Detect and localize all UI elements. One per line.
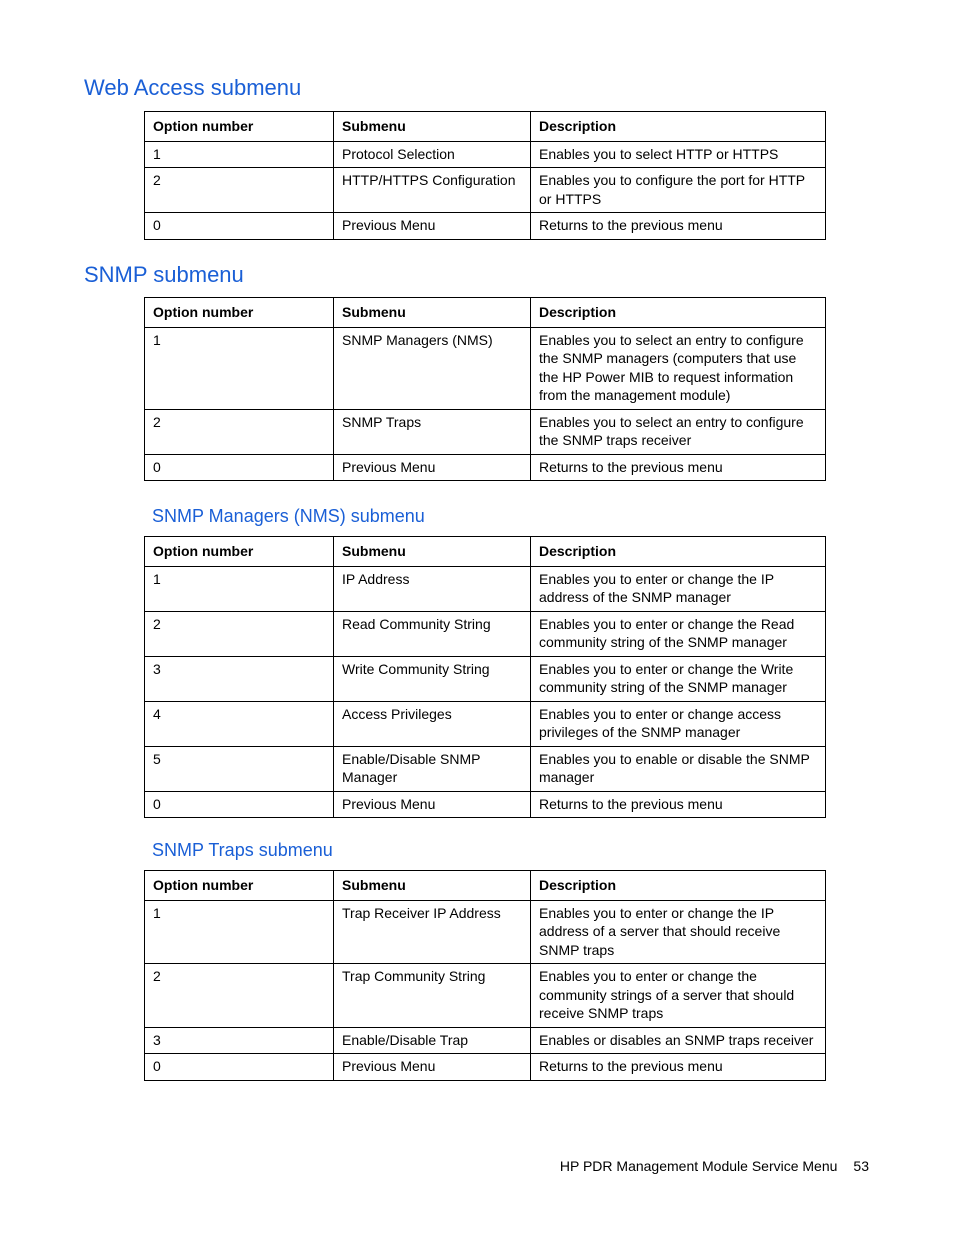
submenu-cell: Trap Receiver IP Address <box>334 900 531 964</box>
snmp-traps-table <box>144 870 826 1081</box>
table-row <box>145 168 826 213</box>
table-header-row <box>145 871 826 901</box>
option-number-cell: 0 <box>145 454 334 481</box>
description-cell: Returns to the previous menu <box>531 1054 826 1081</box>
description-cell: Enables or disables an SNMP traps receiver <box>531 1027 826 1054</box>
column-header: Submenu <box>334 112 531 142</box>
column-header: Option number <box>145 537 334 567</box>
column-header: Description <box>531 298 826 328</box>
description-cell: Enables you to enable or disable the SNMP manager <box>531 746 826 791</box>
submenu-cell: SNMP Managers (NMS) <box>334 327 531 409</box>
option-number-cell: 1 <box>145 141 334 168</box>
option-number-cell: 3 <box>145 656 334 701</box>
option-number-cell: 0 <box>145 1054 334 1081</box>
submenu-cell: SNMP Traps <box>334 409 531 454</box>
description-cell: Enables you to select an entry to configure the SNMP managers (computers that use the HP Power MIB to request information from the management module) <box>531 327 826 409</box>
option-number-cell: 2 <box>145 409 334 454</box>
table-row <box>145 964 826 1028</box>
page-number: 53 <box>853 1158 869 1174</box>
description-cell: Enables you to enter or change the Read community string of the SNMP manager <box>531 611 826 656</box>
column-header: Option number <box>145 871 334 901</box>
description-cell: Enables you to select an entry to configure the SNMP traps receiver <box>531 409 826 454</box>
option-number-cell: 2 <box>145 168 334 213</box>
table-row <box>145 746 826 791</box>
description-cell: Enables you to enter or change the IP address of the SNMP manager <box>531 566 826 611</box>
option-number-cell: 2 <box>145 611 334 656</box>
snmp-table <box>144 297 826 481</box>
option-number-cell: 0 <box>145 791 334 818</box>
option-number-cell: 1 <box>145 566 334 611</box>
submenu-cell: Previous Menu <box>334 1054 531 1081</box>
table-row <box>145 656 826 701</box>
footer-title: HP PDR Management Module Service Menu <box>559 1158 838 1174</box>
description-cell: Enables you to enter or change the community strings of a server that should receive SNMP traps <box>531 964 826 1028</box>
table-header-row <box>145 298 826 328</box>
option-number-cell: 0 <box>145 213 334 240</box>
submenu-cell: Enable/Disable Trap <box>334 1027 531 1054</box>
column-header: Description <box>531 537 826 567</box>
description-cell: Enables you to enter or change access privileges of the SNMP manager <box>531 701 826 746</box>
table-header-row <box>145 537 826 567</box>
submenu-cell: IP Address <box>334 566 531 611</box>
submenu-cell: Trap Community String <box>334 964 531 1028</box>
description-cell: Returns to the previous menu <box>531 791 826 818</box>
description-cell: Returns to the previous menu <box>531 454 826 481</box>
table-row <box>145 791 826 818</box>
web-access-heading: Web Access submenu <box>84 75 302 100</box>
table-row <box>145 213 826 240</box>
web-access-table <box>144 111 826 240</box>
description-cell: Enables you to enter or change the IP address of a server that should receive SNMP traps <box>531 900 826 964</box>
description-cell: Returns to the previous menu <box>531 213 826 240</box>
description-cell: Enables you to enter or change the Write community string of the SNMP manager <box>531 656 826 701</box>
table-row <box>145 1054 826 1081</box>
submenu-cell: Read Community String <box>334 611 531 656</box>
column-header: Description <box>531 112 826 142</box>
page-footer <box>560 1158 869 1174</box>
option-number-cell: 1 <box>145 900 334 964</box>
submenu-cell: Protocol Selection <box>334 141 531 168</box>
submenu-cell: Previous Menu <box>334 454 531 481</box>
table-header-row <box>145 112 826 142</box>
column-header: Option number <box>145 112 334 142</box>
submenu-cell: HTTP/HTTPS Configuration <box>334 168 531 213</box>
submenu-cell: Previous Menu <box>334 213 531 240</box>
description-cell: Enables you to configure the port for HTTP or HTTPS <box>531 168 826 213</box>
column-header: Description <box>531 871 826 901</box>
submenu-cell: Previous Menu <box>334 791 531 818</box>
submenu-cell: Write Community String <box>334 656 531 701</box>
option-number-cell: 5 <box>145 746 334 791</box>
snmp-heading: SNMP submenu <box>84 262 244 287</box>
snmp-traps-heading: SNMP Traps submenu <box>152 840 333 860</box>
option-number-cell: 1 <box>145 327 334 409</box>
column-header: Submenu <box>334 537 531 567</box>
column-header: Submenu <box>334 298 531 328</box>
column-header: Option number <box>145 298 334 328</box>
table-row <box>145 327 826 409</box>
table-row <box>145 454 826 481</box>
table-row <box>145 566 826 611</box>
table-row <box>145 1027 826 1054</box>
description-cell: Enables you to select HTTP or HTTPS <box>531 141 826 168</box>
table-row <box>145 900 826 964</box>
table-row <box>145 409 826 454</box>
table-row <box>145 141 826 168</box>
option-number-cell: 2 <box>145 964 334 1028</box>
submenu-cell: Enable/Disable SNMP Manager <box>334 746 531 791</box>
option-number-cell: 3 <box>145 1027 334 1054</box>
snmp-managers-table <box>144 536 826 818</box>
column-header: Submenu <box>334 871 531 901</box>
option-number-cell: 4 <box>145 701 334 746</box>
snmp-managers-heading: SNMP Managers (NMS) submenu <box>152 506 425 526</box>
submenu-cell: Access Privileges <box>334 701 531 746</box>
table-row <box>145 701 826 746</box>
table-row <box>145 611 826 656</box>
